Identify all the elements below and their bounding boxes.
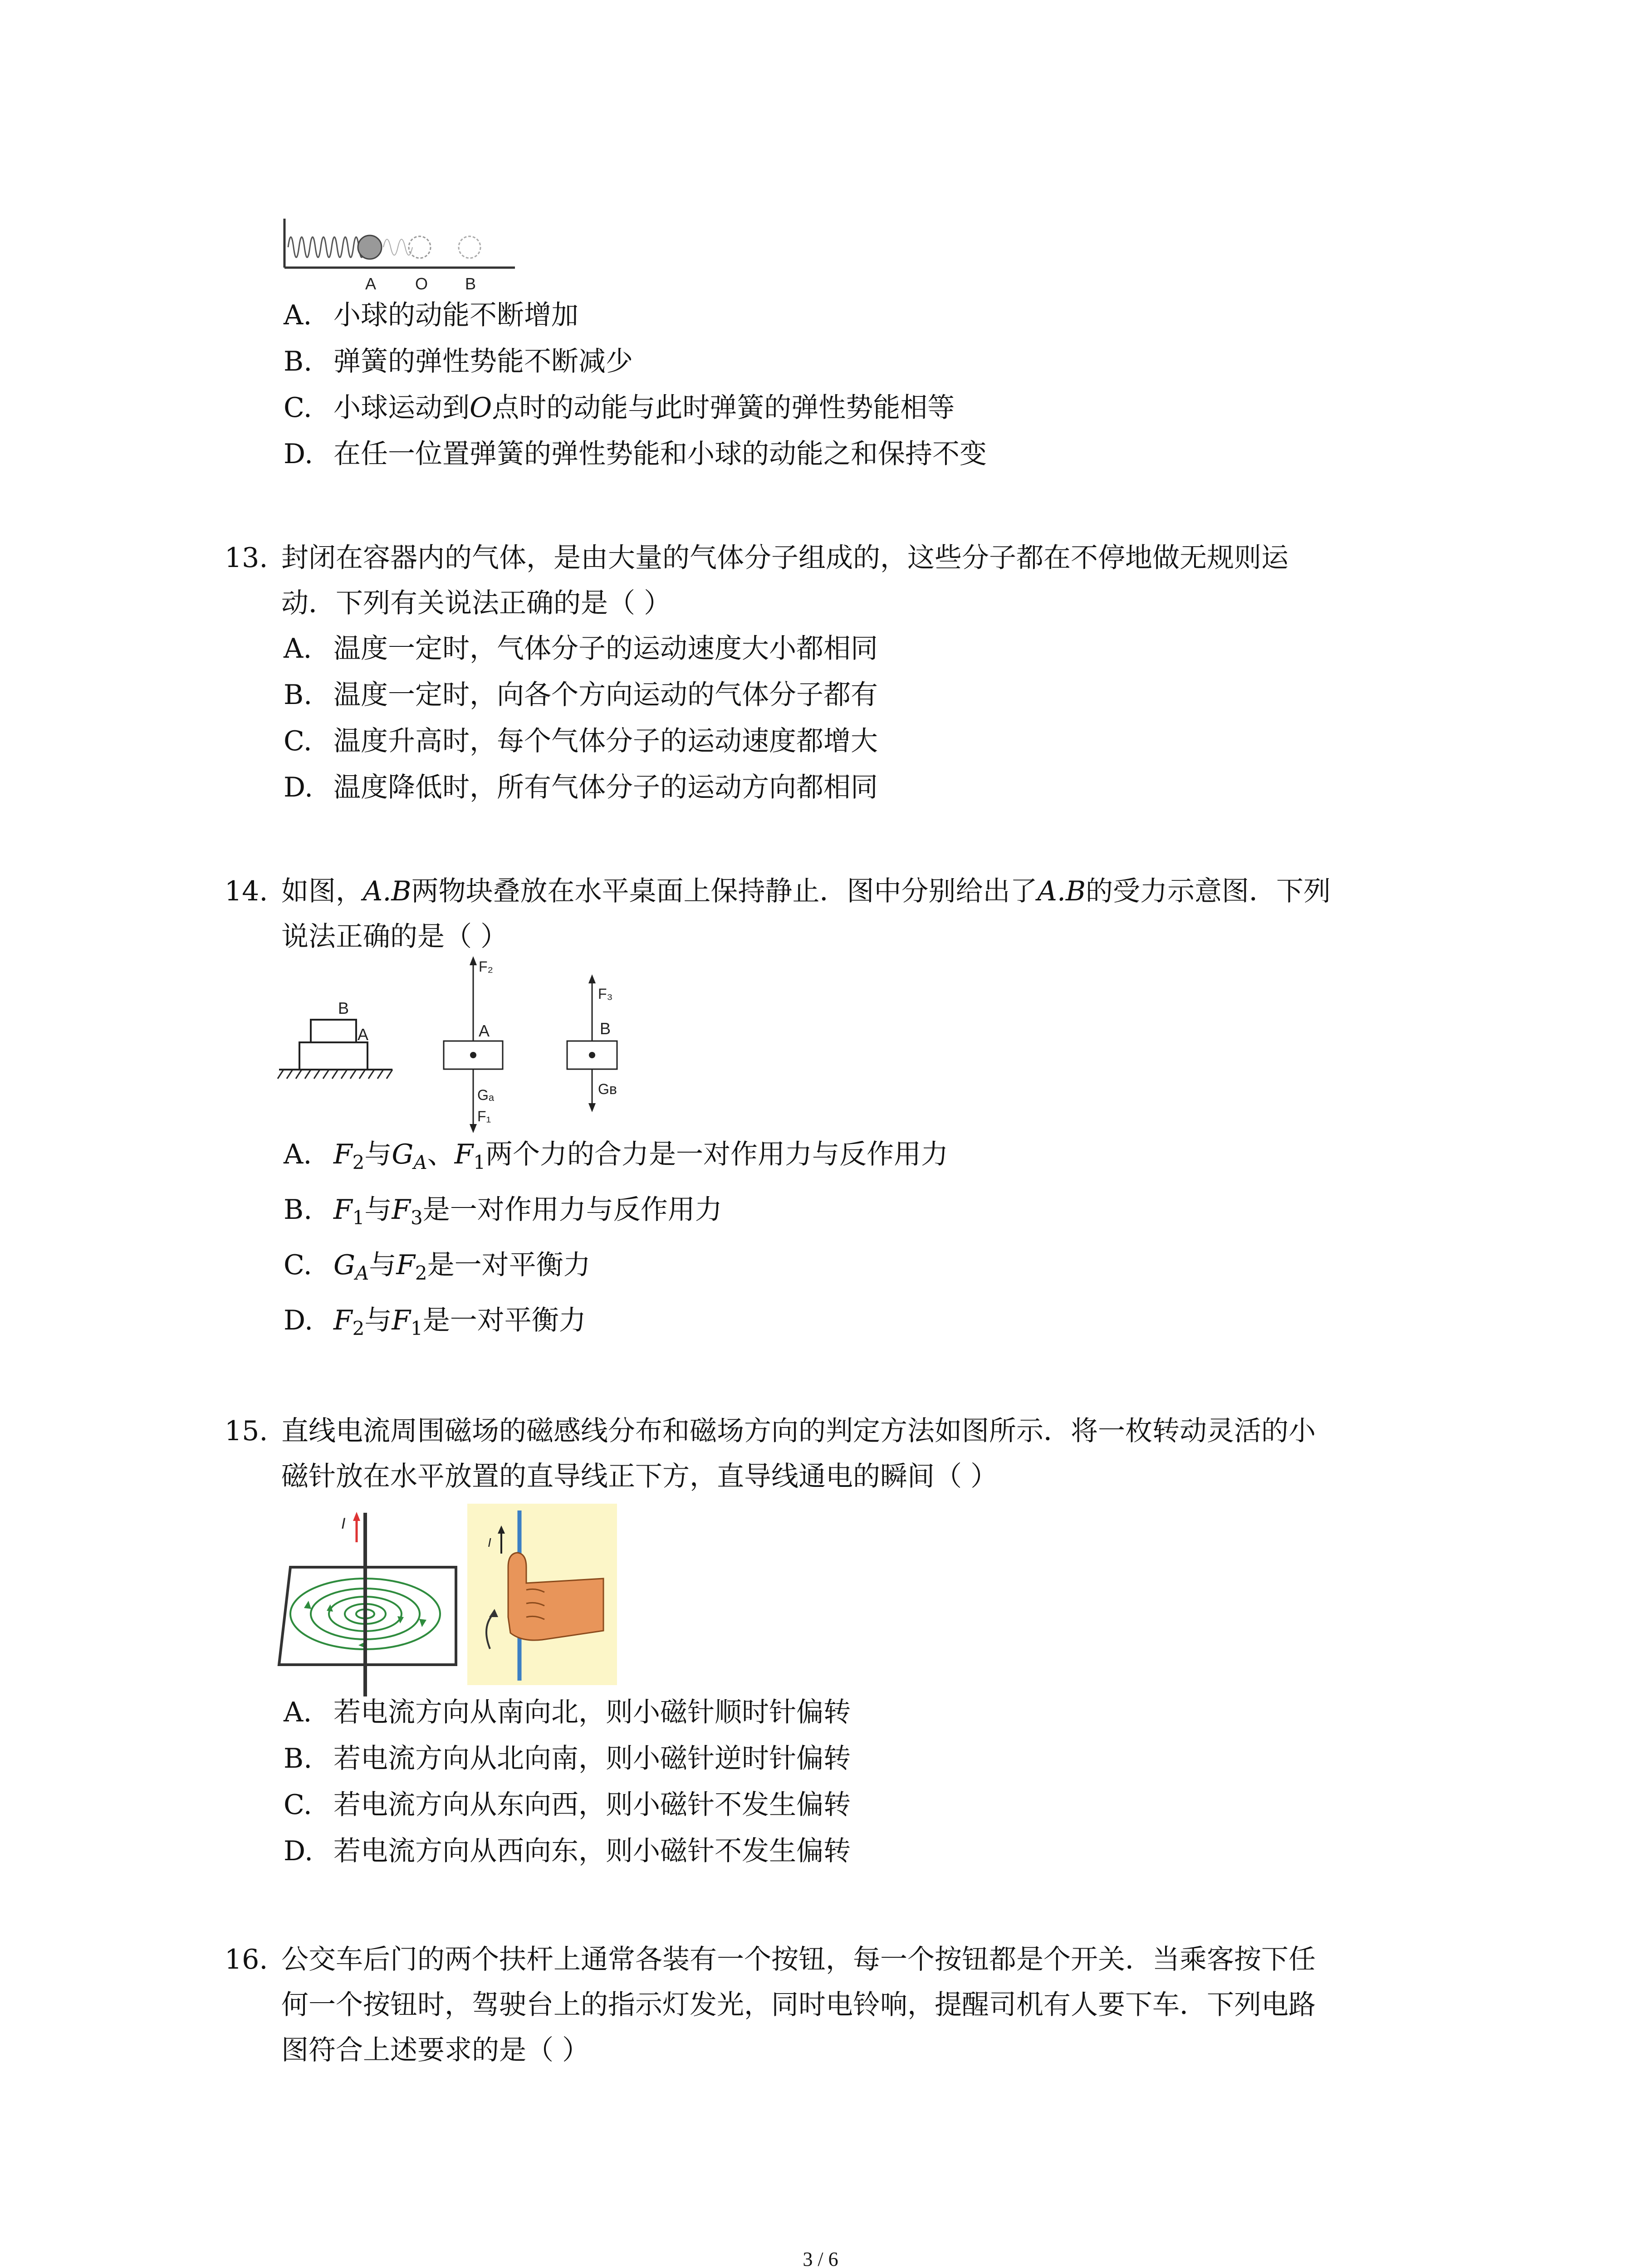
stacked-blocks-figure — [277, 989, 399, 1093]
page-number: 3 / 6 — [803, 2248, 838, 2268]
q14-stem-line2: 说法正确的是（ ） — [281, 921, 508, 953]
q13-option-b[interactable]: B. 温度一定时，向各个方向运动的气体分子都有 — [284, 679, 878, 711]
q13-number: 13. — [225, 542, 268, 574]
force-label-gb: Gʙ — [598, 1081, 617, 1097]
q12-option-c[interactable]: C. 小球运动到O点时的动能与此时弹簧的弹性势能相等 — [284, 392, 955, 424]
figure-label-o: O — [415, 274, 428, 293]
q15-option-b[interactable]: B. 若电流方向从北向南，则小磁针逆时针偏转 — [284, 1743, 851, 1774]
force-diagram-a — [436, 953, 535, 1134]
q13-option-c[interactable]: C. 温度升高时，每个气体分子的运动速度都增大 — [284, 725, 878, 757]
q14-option-d[interactable]: D. $F_2$与$F_1$是一对平衡力 — [284, 1305, 586, 1339]
q13-option-d[interactable]: D. 温度降低时，所有气体分子的运动方向都相同 — [284, 772, 878, 803]
q16-number: 16. — [225, 1944, 268, 1975]
right-hand-rule-figure — [467, 1504, 617, 1685]
q12-option-d[interactable]: D. 在任一位置弹簧的弹性势能和小球的动能之和保持不变 — [284, 438, 987, 470]
q15-option-d[interactable]: D. 若电流方向从西向东，则小磁针不发生偏转 — [284, 1835, 851, 1867]
block-label-a: A — [358, 1025, 369, 1044]
q13-stem-line2: 动．下列有关说法正确的是（ ） — [281, 587, 671, 619]
force-label-b: B — [600, 1019, 611, 1038]
q14-stem-line1: 如图，A.B两物块叠放在水平桌面上保持静止．图中分别给出了A.B的受力示意图．下列 — [281, 875, 1331, 907]
q14-number: 14. — [225, 875, 268, 907]
force-label-f1: F₁ — [477, 1108, 491, 1124]
q15-option-c[interactable]: C. 若电流方向从东向西，则小磁针不发生偏转 — [284, 1789, 851, 1821]
q14-option-a[interactable]: A. $F_2$与$G_A$、$F_1$两个力的合力是一对作用力与反作用力 — [284, 1139, 949, 1173]
q15-stem-line2: 磁针放在水平放置的直导线正下方，直导线通电的瞬间（ ） — [281, 1461, 998, 1492]
q14-option-b[interactable]: B. $F_1$与$F_3$是一对作用力与反作用力 — [284, 1194, 722, 1229]
q15-option-a[interactable]: A. 若电流方向从南向北，则小磁针顺时针偏转 — [284, 1696, 851, 1728]
q15-number: 15. — [225, 1415, 268, 1447]
force-label-a: A — [479, 1022, 490, 1040]
q13-stem-line1: 封闭在容器内的气体，是由大量的气体分子组成的，这些分子都在不停地做无规则运 — [281, 542, 1288, 574]
figure-label-a: A — [365, 274, 377, 293]
q16-stem-line3: 图符合上述要求的是（ ） — [281, 2034, 590, 2066]
magnetic-field-figure — [277, 1504, 467, 1699]
q12-option-a[interactable]: A. 小球的动能不断增加 — [284, 299, 578, 331]
q15-stem-line1: 直线电流周围磁场的磁感线分布和磁场方向的判定方法如图所示．将一枚转动灵活的小 — [281, 1415, 1316, 1447]
spring-ball-figure — [279, 213, 515, 295]
figure-label-b: B — [465, 274, 476, 293]
q16-stem-line2: 何一个按钮时，驾驶台上的指示灯发光，同时电铃响，提醒司机有人要下车．下列电路 — [281, 1989, 1316, 2021]
q13-option-a[interactable]: A. 温度一定时，气体分子的运动速度大小都相同 — [284, 633, 878, 665]
block-label-b: B — [338, 999, 349, 1017]
hand-current-label-i: I — [488, 1535, 491, 1549]
q16-stem-line1: 公交车后门的两个扶杆上通常各装有一个按钮，每一个按钮都是个开关．当乘客按下任 — [281, 1944, 1316, 1975]
force-label-ga: Gₐ — [477, 1087, 494, 1103]
q14-option-c[interactable]: C. $G_A$与$F_2$是一对平衡力 — [284, 1249, 591, 1284]
current-label-i: I — [341, 1515, 346, 1532]
force-label-f3: F₃ — [598, 986, 613, 1002]
q12-option-b[interactable]: B. 弹簧的弹性势能不断减少 — [284, 346, 633, 377]
force-diagram-b — [563, 971, 644, 1116]
force-label-f2: F₂ — [479, 958, 493, 975]
